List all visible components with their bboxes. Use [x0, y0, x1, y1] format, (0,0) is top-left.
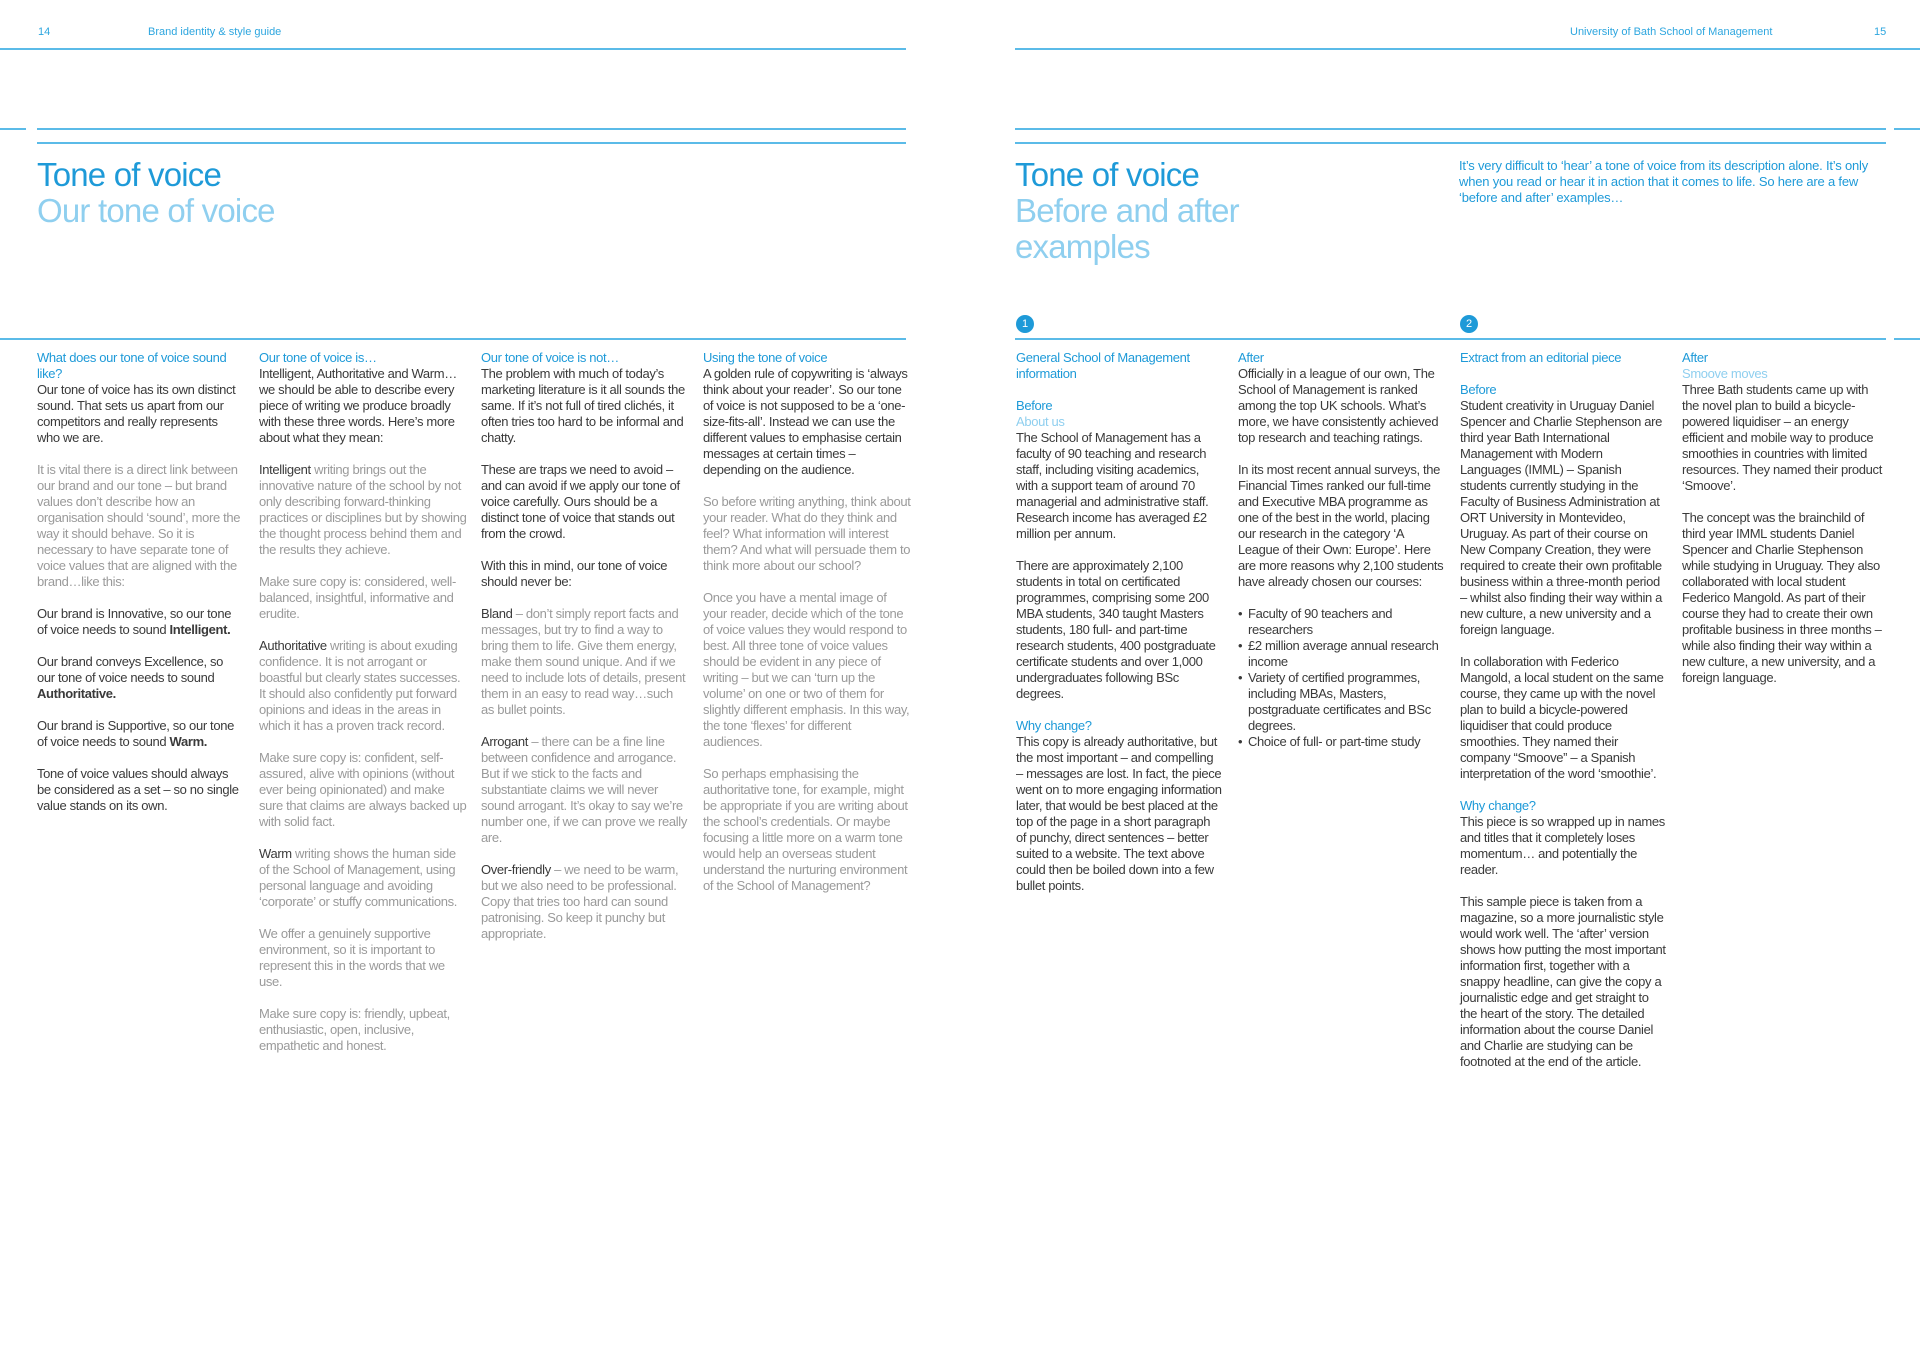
- value-term: Intelligent.: [169, 622, 231, 637]
- column-example2-before: [1460, 350, 1666, 1086]
- paragraph: So before writing anything, think about your reader. What do they think and feel? What information will interest them? And what will persuade them to think more about our school?: [703, 494, 911, 573]
- list-item: • Faculty of 90 teachers and researchers: [1238, 606, 1393, 637]
- after-subheading: Smoove moves: [1682, 366, 1768, 381]
- rule-title-right-c: [1894, 128, 1920, 130]
- paragraph: Three Bath students came up with the novel plan to build a bicycle-powered liquidiser – an energy efficient and mobile way to produce smoothies in countries with limited resources. They named their product ‘Smoove’.: [1682, 382, 1882, 493]
- after-label: After: [1682, 350, 1708, 365]
- value-term: Authoritative.: [37, 686, 116, 701]
- paragraph: Make sure copy is: confident, self-assured, alive with opinions (without ever being opinionated) and make sure that claims are always backed up with solid fact.: [259, 750, 467, 829]
- paragraph: In its most recent annual surveys, the Financial Times ranked our full-time and Executive MBA programme as one of the best in the world, placing our research in the category ‘A League of their Own: Europe’. Here are more reasons why 2,100 students have already chosen our courses:: [1238, 462, 1444, 589]
- term: Intelligent: [259, 462, 311, 477]
- rule-cols-left: [0, 338, 906, 340]
- paragraph: The problem with much of today’s marketing literature is it all sounds the same. If it’s not full of tired clichés, it often tries too hard to be informal and chatty.: [481, 366, 685, 445]
- term: Bland: [481, 606, 513, 621]
- page-title-left: Tone of voice: [37, 156, 222, 193]
- paragraph: The School of Management has a faculty of 90 teaching and research staff, including visiting academics, with a support team of around 70 managerial and administrative staff. Research income has averaged £2 million per annum.: [1016, 430, 1209, 541]
- before-label: Before: [1460, 382, 1497, 397]
- rule-top-right: [1015, 48, 1920, 50]
- paragraph-text: – we need to be warm, but we also need to be professional. Copy that tries too hard can sound patronising. So keep it punchy but appropriate.: [481, 862, 679, 941]
- before-subheading: About us: [1016, 414, 1065, 429]
- paragraph: [259, 638, 467, 734]
- list-item: • Choice of full- or part-time study: [1238, 734, 1421, 749]
- page-number-right: 15: [1874, 26, 1887, 38]
- paragraph: Make sure copy is: considered, well-balanced, insightful, informative and erudite.: [259, 574, 456, 621]
- paragraph: Officially in a league of our own, The School of Management is ranked among the top UK schools. What’s more, we have consistently achieved top research and teaching ratings.: [1238, 366, 1439, 445]
- paragraph-text: writing brings out the innovative nature of the school by not only describing forward-thinking practices or disciplines but by showing the thought process behind them and the results they achieve.: [259, 462, 467, 557]
- column-example1-after: [1238, 350, 1444, 750]
- paragraph: There are approximately 2,100 students in total on certificated programmes, comprising some 200 MBA students, 340 taught Masters students, 180 full- and part-time research students, 400 postgraduate certificate students and over 1,000 undergraduates following BSc degrees.: [1016, 558, 1216, 701]
- value-term: Warm.: [169, 734, 208, 749]
- paragraph: With this in mind, our tone of voice should never be:: [481, 558, 668, 589]
- section-heading: What does our tone of voice sound like?: [37, 350, 227, 381]
- page-title-right: Tone of voice: [1015, 156, 1200, 193]
- paragraph: This sample piece is taken from a magazine, so a more journalistic style would work well. The ‘after’ version shows how putting the most important information first, together with a snappy headline, can give the copy a journalistic edge and get straight to the heart of the story. The detailed information about the course Daniel and Charlie are studying can be footnoted at the end of the article.: [1460, 894, 1666, 1069]
- paragraph-text: writing shows the human side of the School of Management, using personal language and avoiding ‘corporate’ or stuffy communications.: [259, 846, 458, 909]
- section-heading: Our tone of voice is…: [259, 350, 377, 365]
- example-heading: General School of Management information: [1016, 350, 1190, 381]
- term: Warm: [259, 846, 292, 861]
- paragraph: Our tone of voice has its own distinct sound. That sets us apart from our competitors and really represents who we are.: [37, 382, 236, 445]
- why-change-label: Why change?: [1016, 718, 1092, 733]
- section-heading: Using the tone of voice: [703, 350, 828, 365]
- rule-title-left-b: [37, 128, 906, 130]
- rule-cols-right-a: [1015, 338, 1886, 340]
- column-tone-is: [259, 350, 467, 1070]
- paragraph: A golden rule of copywriting is ‘always think about your reader’. So our tone of voice is not supposed to be a ‘one-size-fits-all’. Instead we can use the different values to emphasise certain messages at certain times – depending on the audience.: [703, 366, 908, 477]
- intro-text: It’s very difficult to ‘hear’ a tone of voice from its description alone. It’s only when you read or hear it in action that it comes to life. So here are a few ‘before and after’ examples…: [1459, 158, 1868, 205]
- section-heading: Our tone of voice is not…: [481, 350, 619, 365]
- list-item-text: Choice of full- or part-time study: [1248, 734, 1421, 749]
- list-item: • Variety of certified programmes, including MBAs, Masters, postgraduate certificates and BSc degrees.: [1238, 670, 1431, 733]
- paragraph: It is vital there is a direct link between our brand and our tone – but brand values don’t describe how an organisation should ‘sound’, more the way it should behave. So it is necessary to have separate tone of voice values that are aligned with the brand…like this:: [37, 462, 241, 589]
- paragraph: So perhaps emphasising the authoritative tone, for example, might be appropriate if you are writing about the school’s credentials. Or maybe focusing a little more on a warm tone would help an overseas student understand the nurturing environment of the School of Management?: [703, 766, 908, 893]
- rule-top-left: [0, 48, 906, 50]
- term: Authoritative: [259, 638, 327, 653]
- rule-cols-right-b: [1894, 338, 1920, 340]
- column-example1-before: [1016, 350, 1222, 910]
- before-label: Before: [1016, 398, 1053, 413]
- paragraph: [37, 654, 243, 702]
- paragraph: These are traps we need to avoid – and can avoid if we apply our tone of voice carefully. Ours should be a distinct tone of voice that stands out from the crowd.: [481, 462, 680, 541]
- running-header-left: Brand identity & style guide: [148, 26, 282, 38]
- list-item-text: Faculty of 90 teachers and researchers: [1248, 606, 1393, 637]
- paragraph: Once you have a mental image of your reader, decide which of the tone of voice values they would respond to best. All three tone of voice values should be evident in any piece of writing – but we can ‘turn up the volume’ on one or two of them for slightly different emphasis. In this way, the tone ‘flexes’ for different audiences.: [703, 590, 910, 749]
- page-subtitle-left: Our tone of voice: [37, 192, 275, 229]
- list-item-text: Variety of certified programmes, including MBAs, Masters, postgraduate certificates and BSc degrees.: [1248, 670, 1431, 733]
- paragraph: This copy is already authoritative, but the most important – and compelling – messages are lost. In fact, the piece went on to more engaging information later, that would be best placed at the top of the page in a short paragraph of punchy, direct sentences – better suited to a website. The text above could then be boiled down into a few bullet points.: [1016, 734, 1222, 893]
- example-heading: Extract from an editorial piece: [1460, 350, 1622, 365]
- paragraph: In collaboration with Federico Mangold, a local student on the same course, they came up with the novel plan to build a bicycle-powered liquidiser that could produce smoothies. They named their company “Smoove” – a Spanish interpretation of the word ‘smoothie’.: [1460, 654, 1664, 781]
- running-header-right: University of Bath School of Management: [1570, 26, 1773, 38]
- paragraph: Tone of voice values should always be considered as a set – so no single value stands on its own.: [37, 766, 239, 813]
- paragraph: [37, 606, 243, 638]
- paragraph-text: – there can be a fine line between confidence and arrogance. But if we stick to the facts and substantiate claims we will never sound arrogant. It’s okay to say we’re number one, if we can prove we really are.: [481, 734, 687, 845]
- paragraph: [481, 862, 687, 942]
- term: Over-friendly: [481, 862, 551, 877]
- paragraph: [259, 462, 467, 558]
- paragraph-text: writing is about exuding confidence. It is not arrogant or boastful but clearly states successes. It should also confidently put forward opinions and ideas in the areas in which it has a proven track record.: [259, 638, 461, 733]
- rule-title-right-b: [1015, 142, 1886, 144]
- paragraph: Make sure copy is: friendly, upbeat, enthusiastic, open, inclusive, empathetic and honest.: [259, 1006, 450, 1053]
- why-change-label: Why change?: [1460, 798, 1536, 813]
- paragraph: [481, 734, 687, 846]
- paragraph: [37, 718, 243, 750]
- column-example2-after: [1682, 350, 1888, 702]
- after-label: After: [1238, 350, 1264, 365]
- paragraph-text: Our brand is Innovative, so our tone of voice needs to sound: [37, 606, 232, 637]
- column-using-tone: [703, 350, 911, 910]
- page-number-left: 14: [38, 26, 51, 38]
- column-tone-is-not: [481, 350, 687, 958]
- paragraph: This piece is so wrapped up in names and titles that it completely loses momentum… and potentially the reader.: [1460, 814, 1665, 877]
- rule-title-left-c: [37, 142, 906, 144]
- rule-title-right-a: [1015, 128, 1886, 130]
- paragraph: The concept was the brainchild of third year IMML students Daniel Spencer and Charlie Stephenson while studying in Uruguay. They also collaborated with local student Federico Mangold. As part of their course they had to create their own profitable business in three months – while also finding their way within a new culture, a new university, and a foreign language.: [1682, 510, 1882, 685]
- rule-title-left-a: [0, 128, 26, 130]
- paragraph: [259, 846, 467, 910]
- example-number-badge: 2: [1460, 315, 1478, 333]
- paragraph: Intelligent, Authoritative and Warm…we should be able to describe every piece of writing we produce broadly with these three words. Here’s more about what they mean:: [259, 366, 457, 445]
- paragraph-text: Our brand is Supportive, so our tone of voice needs to sound: [37, 718, 234, 749]
- bullet-list: [1238, 606, 1444, 750]
- paragraph: [481, 606, 687, 718]
- paragraph: Student creativity in Uruguay Daniel Spencer and Charlie Stephenson are third year Bath International Management with Modern Languages (IMML) – Spanish students currently studying in the Faculty of Business Administration at ORT University in Montevideo, Uruguay. As part of their course on New Company Creation, they were required to create their own profitable business within a three-month period – whilst also finding their way within a new culture, a new university and a foreign language.: [1460, 398, 1663, 637]
- paragraph-text: Our brand conveys Excellence, so our tone of voice needs to sound: [37, 654, 224, 685]
- term: Arrogant: [481, 734, 529, 749]
- example-number-badge: 1: [1016, 315, 1034, 333]
- list-item: • £2 million average annual research income: [1238, 638, 1439, 669]
- paragraph-text: – don’t simply report facts and messages, but try to find a way to bring them to life. Give them energy, make them sound unique. And if we need to include lots of details, present them in an easy to read way…such as bullet points.: [481, 606, 686, 717]
- list-item-text: £2 million average annual research income: [1248, 638, 1439, 669]
- paragraph: We offer a genuinely supportive environment, so it is important to represent this in the words that we use.: [259, 926, 445, 989]
- column-what-does: [37, 350, 243, 830]
- page-subtitle-right: Before and after examples: [1015, 192, 1239, 265]
